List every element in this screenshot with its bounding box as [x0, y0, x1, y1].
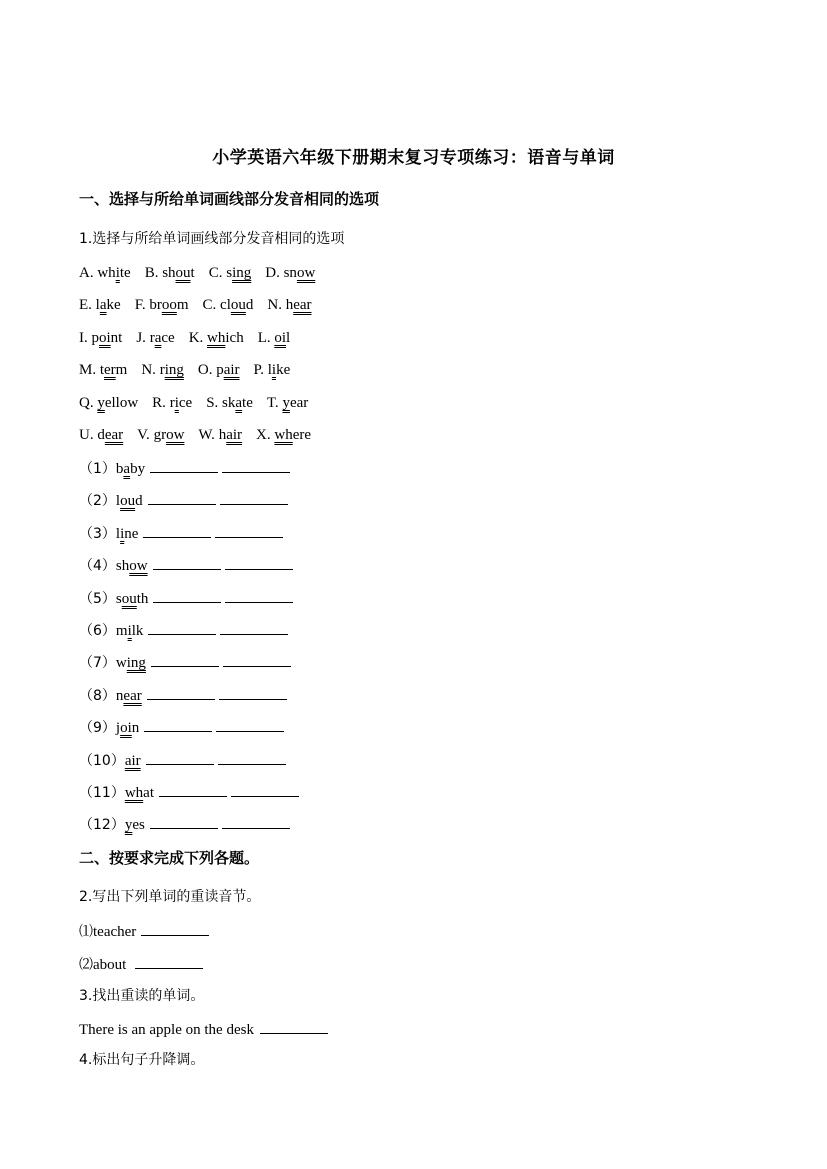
option-letter: C. — [202, 297, 217, 313]
item-word-part: at — [143, 785, 154, 801]
q3-sentence: There is an apple on the desk — [79, 1022, 254, 1038]
option-word-part: t — [190, 265, 195, 281]
item-word-part: l — [115, 526, 121, 542]
option-item[interactable] — [152, 395, 192, 411]
underlined-part: a — [99, 297, 107, 313]
option-word-part: l — [286, 330, 291, 346]
option-word-part: sk — [222, 395, 236, 411]
option-word-part: ellow — [104, 395, 139, 411]
item-word-part: w — [115, 655, 127, 671]
answer-blank[interactable] — [260, 1019, 328, 1034]
option-item[interactable] — [141, 362, 184, 378]
underlined-part: air — [223, 362, 240, 378]
item-word-part: l — [115, 493, 121, 509]
option-word-part: s — [226, 265, 233, 281]
option-letter: C. — [208, 265, 223, 281]
q2-item-1 — [79, 921, 209, 942]
option-item[interactable] — [267, 395, 308, 411]
underlined-part: ing — [232, 265, 252, 281]
q2-item-word: teacher — [93, 924, 137, 940]
option-item[interactable] — [189, 330, 244, 346]
option-row — [79, 393, 308, 413]
item-number: （1） — [79, 461, 116, 477]
underlined-part: a — [154, 330, 162, 346]
option-letter: A. — [79, 265, 94, 281]
underlined-part: ing — [126, 655, 146, 671]
option-word-part: te — [119, 265, 131, 281]
answer-blank[interactable] — [220, 620, 288, 635]
item-word-part: m — [115, 623, 128, 639]
option-word-part: ear — [289, 395, 309, 411]
option-word-part: ce — [161, 330, 175, 346]
option-word-part: ce — [178, 395, 193, 411]
question-item — [79, 717, 284, 738]
option-word-part: l — [95, 297, 100, 313]
underlined-part: ow — [166, 427, 185, 443]
option-letter: J. — [136, 330, 146, 346]
underlined-part: i — [120, 526, 125, 542]
underlined-part: ou — [120, 493, 136, 509]
underlined-part: a — [235, 395, 243, 411]
underlined-part: ow — [129, 558, 148, 574]
item-number: （10） — [79, 753, 125, 769]
option-word-part: ich — [225, 330, 244, 346]
option-letter: D. — [265, 265, 280, 281]
option-item[interactable] — [267, 297, 311, 313]
question-item — [79, 750, 286, 771]
underlined-part: ou — [121, 591, 137, 607]
option-word-part: l — [267, 362, 272, 378]
question-2: 2.写出下列单词的重读音节。 — [79, 889, 261, 905]
option-letter: P. — [253, 362, 264, 378]
option-letter: X. — [256, 427, 271, 443]
underlined-part: ou — [175, 265, 191, 281]
answer-blank[interactable] — [135, 954, 203, 969]
section2-heading: 二、按要求完成下列各题。 — [79, 849, 260, 867]
question-item — [79, 814, 290, 835]
option-word-part: h — [218, 427, 227, 443]
q2-item-number: ⑵ — [79, 957, 93, 973]
answer-blank[interactable] — [159, 782, 227, 797]
option-item[interactable] — [198, 362, 240, 378]
option-letter: I. — [79, 330, 88, 346]
option-item[interactable] — [145, 265, 195, 281]
item-word-part: by — [130, 461, 146, 477]
option-item[interactable] — [265, 265, 315, 281]
option-row — [79, 328, 290, 348]
underlined-part: ou — [230, 297, 246, 313]
item-word-part: b — [115, 461, 124, 477]
question-item — [79, 490, 288, 511]
question-item — [79, 782, 299, 803]
underlined-part: oo — [161, 297, 177, 313]
option-word-part: h — [285, 297, 294, 313]
answer-blank[interactable] — [223, 652, 291, 667]
answer-blank[interactable] — [146, 750, 214, 765]
option-item[interactable] — [79, 362, 127, 378]
underlined-part: i — [271, 362, 277, 378]
underlined-part: ear — [123, 688, 142, 704]
underlined-part: a — [123, 461, 131, 477]
option-letter: S. — [206, 395, 219, 411]
option-item[interactable] — [79, 330, 122, 346]
option-letter: W. — [198, 427, 215, 443]
option-word-part: r — [159, 362, 165, 378]
underlined-part: ear — [293, 297, 312, 313]
question-item — [79, 620, 288, 641]
answer-blank[interactable] — [143, 523, 211, 538]
option-item[interactable] — [79, 265, 131, 281]
question-1: 1.选择与所给单词画线部分发音相同的选项 — [79, 231, 345, 247]
item-word-part: sh — [115, 558, 130, 574]
option-letter: M. — [79, 362, 97, 378]
underlined-part: ear — [104, 427, 124, 443]
question-item — [79, 523, 283, 544]
item-word-part: ne — [124, 526, 139, 542]
page-title: 小学英语六年级下册期末复习专项练习：语音与单词 — [212, 148, 615, 168]
item-number: （6） — [79, 623, 116, 639]
underlined-part: y — [282, 395, 290, 411]
option-word-part: m — [115, 362, 128, 378]
answer-blank[interactable] — [148, 620, 216, 635]
item-number: （7） — [79, 655, 116, 671]
q2-item-number: ⑴ — [79, 924, 93, 940]
option-letter: Q. — [79, 395, 94, 411]
item-number: （4） — [79, 558, 116, 574]
option-letter: E. — [79, 297, 92, 313]
option-row — [79, 360, 290, 380]
item-word-part: s — [115, 591, 122, 607]
answer-blank[interactable] — [225, 588, 293, 603]
section1-heading: 一、选择与所给单词画线部分发音相同的选项 — [79, 190, 380, 208]
item-number: （8） — [79, 688, 116, 704]
answer-blank[interactable] — [147, 685, 215, 700]
underlined-part: y — [97, 395, 105, 411]
option-item[interactable] — [79, 427, 123, 443]
item-word-part: th — [136, 591, 149, 607]
option-item[interactable] — [79, 297, 121, 313]
underlined-part: y — [124, 817, 133, 833]
q3-sentence-line — [79, 1019, 328, 1040]
item-word-part: d — [135, 493, 143, 509]
option-item[interactable] — [254, 362, 291, 378]
option-letter: V. — [137, 427, 150, 443]
item-number: （2） — [79, 493, 116, 509]
option-word-part: nt — [110, 330, 123, 346]
option-letter: B. — [144, 265, 159, 281]
option-item[interactable] — [203, 297, 254, 313]
item-word-part: es — [132, 817, 145, 833]
answer-blank[interactable] — [231, 782, 299, 797]
q2-item-word: about — [93, 957, 127, 973]
item-word-part: lk — [131, 623, 144, 639]
item-number: （11） — [79, 785, 125, 801]
underlined-part: i — [174, 395, 179, 411]
answer-blank[interactable] — [151, 652, 219, 667]
option-item[interactable] — [198, 427, 242, 443]
option-letter: N. — [141, 362, 156, 378]
option-item[interactable] — [137, 427, 184, 443]
option-word-part: p — [91, 330, 99, 346]
question-3: 3.找出重读的单词。 — [79, 988, 205, 1004]
option-word-part: r — [149, 330, 155, 346]
underlined-part: wh — [207, 330, 226, 346]
option-item[interactable] — [206, 395, 253, 411]
option-letter: R. — [152, 395, 166, 411]
option-word-part: d — [245, 297, 254, 313]
answer-blank[interactable] — [220, 490, 288, 505]
question-4: 4.标出句子升降调。 — [79, 1052, 205, 1068]
option-letter: N. — [267, 297, 282, 313]
answer-blank[interactable] — [219, 685, 287, 700]
answer-blank[interactable] — [141, 921, 209, 936]
item-word-part: n — [115, 688, 124, 704]
underlined-part: er — [104, 362, 116, 378]
option-word-part: cl — [220, 297, 231, 313]
option-item[interactable] — [258, 330, 291, 346]
option-letter: O. — [197, 362, 213, 378]
item-number: （3） — [79, 526, 116, 542]
option-word-part: ke — [106, 297, 121, 313]
option-word-part: ere — [292, 427, 312, 443]
option-word-part: br — [149, 297, 162, 313]
answer-blank[interactable] — [218, 750, 286, 765]
option-letter: T. — [266, 395, 279, 411]
option-item[interactable] — [209, 265, 252, 281]
question-item — [79, 588, 293, 609]
underlined-part: ing — [164, 362, 184, 378]
option-letter: L. — [257, 330, 271, 346]
option-item[interactable] — [136, 330, 174, 346]
item-number: （5） — [79, 591, 116, 607]
answer-blank[interactable] — [216, 717, 284, 732]
answer-blank[interactable] — [153, 555, 221, 570]
item-word-part: n — [131, 720, 140, 736]
underlined-part: oi — [274, 330, 287, 346]
answer-blank[interactable] — [215, 523, 283, 538]
option-word-part: sh — [162, 265, 176, 281]
option-word-part: te — [242, 395, 253, 411]
underlined-part: oi — [99, 330, 111, 346]
option-row — [79, 425, 311, 445]
option-word-part: m — [176, 297, 189, 313]
option-word-part: d — [97, 427, 105, 443]
underlined-part: wh — [274, 427, 293, 443]
question-item — [79, 652, 291, 673]
option-word-part: ke — [276, 362, 291, 378]
q2-item-2 — [79, 954, 203, 975]
option-word-part: p — [216, 362, 224, 378]
underlined-part: wh — [124, 785, 144, 801]
underlined-part: i — [127, 623, 132, 639]
answer-blank[interactable] — [222, 814, 290, 829]
option-word-part: t — [99, 362, 105, 378]
underlined-part: air — [124, 753, 141, 769]
option-word-part: gr — [153, 427, 167, 443]
option-word-part: sn — [283, 265, 297, 281]
item-number: （9） — [79, 720, 116, 736]
underlined-part: oi — [120, 720, 132, 736]
underlined-part: ow — [296, 265, 316, 281]
option-letter: K. — [188, 330, 204, 346]
option-row — [79, 263, 315, 283]
question-item — [79, 555, 293, 576]
option-word-part: r — [169, 395, 175, 411]
question-item — [79, 458, 290, 479]
answer-blank[interactable] — [150, 814, 218, 829]
answer-blank[interactable] — [148, 490, 216, 505]
answer-blank[interactable] — [225, 555, 293, 570]
item-number: （12） — [79, 817, 125, 833]
option-item[interactable] — [256, 427, 311, 443]
option-item[interactable] — [135, 297, 189, 313]
item-word-part: j — [115, 720, 121, 736]
option-letter: U. — [79, 427, 94, 443]
option-word-part: wh — [97, 265, 116, 281]
underlined-part: air — [226, 427, 243, 443]
answer-blank[interactable] — [150, 458, 218, 473]
option-item[interactable] — [79, 395, 138, 411]
answer-blank[interactable] — [144, 717, 212, 732]
answer-blank[interactable] — [222, 458, 290, 473]
option-row — [79, 295, 312, 315]
option-letter: F. — [134, 297, 146, 313]
underlined-part: i — [115, 265, 120, 281]
answer-blank[interactable] — [153, 588, 221, 603]
question-item — [79, 685, 287, 706]
